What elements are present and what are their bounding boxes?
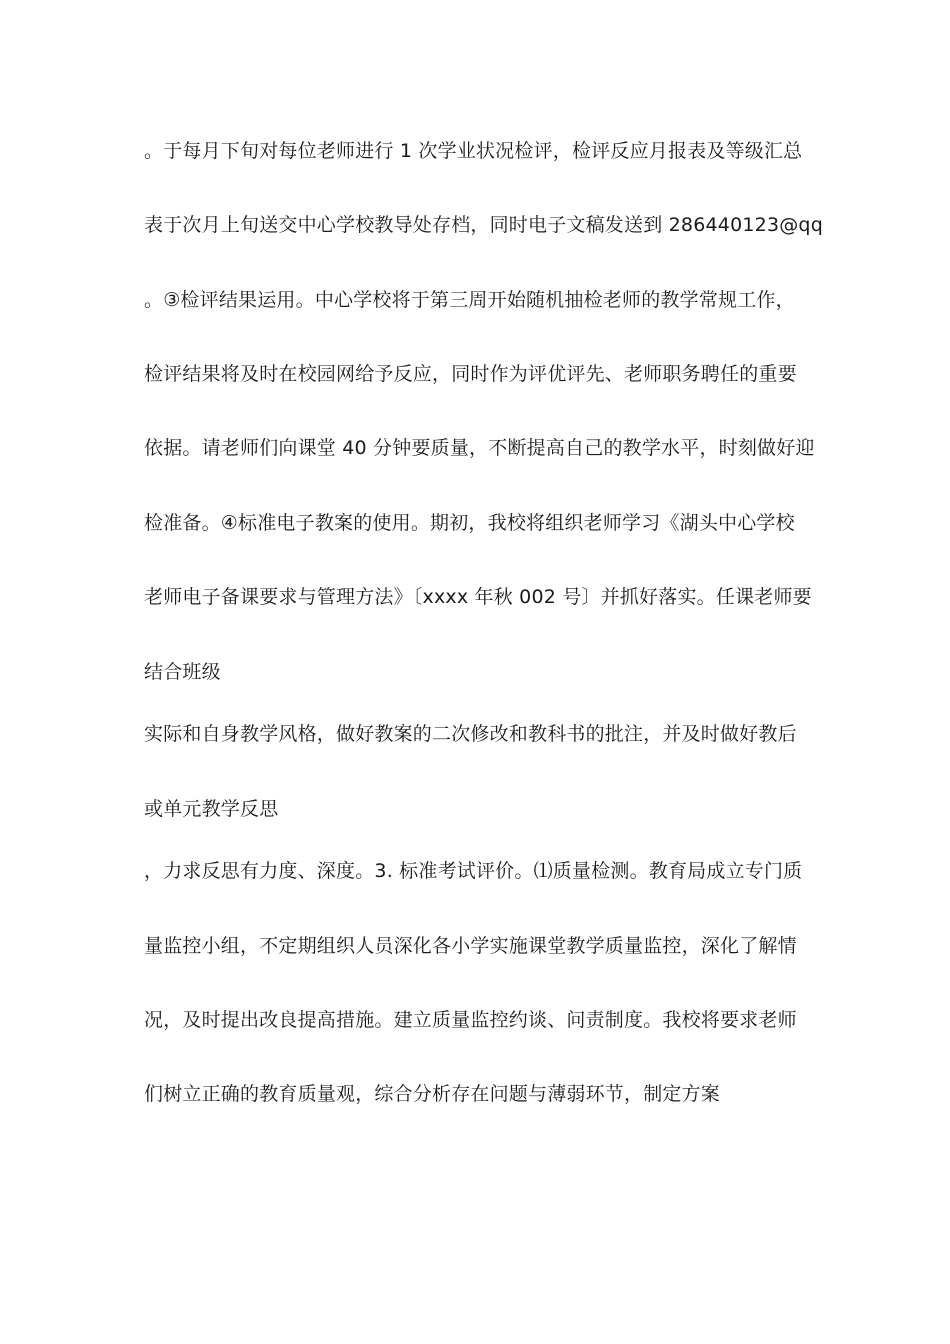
text-line-12: 量监控小组，不定期组织人员深化各小学实施课堂教学质量监控，深化了解情	[144, 935, 797, 957]
text-line-8: 结合班级	[144, 661, 221, 683]
text-line-3: 。③检评结果运用。中心学校将于第三周开始随机抽检老师的教学常规工作，	[144, 289, 795, 311]
text-line-7: 老师电子备课要求与管理方法》〔xxxx 年秋 002 号〕并抓好落实。任课老师要	[144, 586, 812, 608]
text-line-14: 们树立正确的教育质量观，综合分析存在问题与薄弱环节，制定方案	[144, 1083, 721, 1105]
text-line-2: 表于次月上旬送交中心学校教导处存档，同时电子文稿发送到 286440123@qq	[144, 214, 823, 236]
text-line-9: 实际和自身教学风格，做好教案的二次修改和教科书的批注，并及时做好教后	[144, 723, 797, 745]
text-line-4: 检评结果将及时在校园网给予反应，同时作为评优评先、老师职务聘任的重要	[144, 363, 797, 385]
text-line-6: 检准备。④标准电子教案的使用。期初，我校将组织老师学习《湖头中心学校	[144, 512, 795, 534]
text-line-1: 。于每月下旬对每位老师进行 1 次学业状况检评，检评反应月报表及等级汇总	[144, 140, 803, 162]
text-line-13: 况，及时提出改良提高措施。建立质量监控约谈、问责制度。我校将要求老师	[144, 1009, 797, 1031]
text-line-11: ，力求反思有力度、深度。3. 标准考试评价。⑴质量检测。教育局成立专门质	[144, 860, 803, 882]
text-line-10: 或单元教学反思	[144, 798, 279, 820]
text-line-5: 依据。请老师们向课堂 40 分钟要质量，不断提高自己的教学水平，时刻做好迎	[144, 437, 815, 459]
